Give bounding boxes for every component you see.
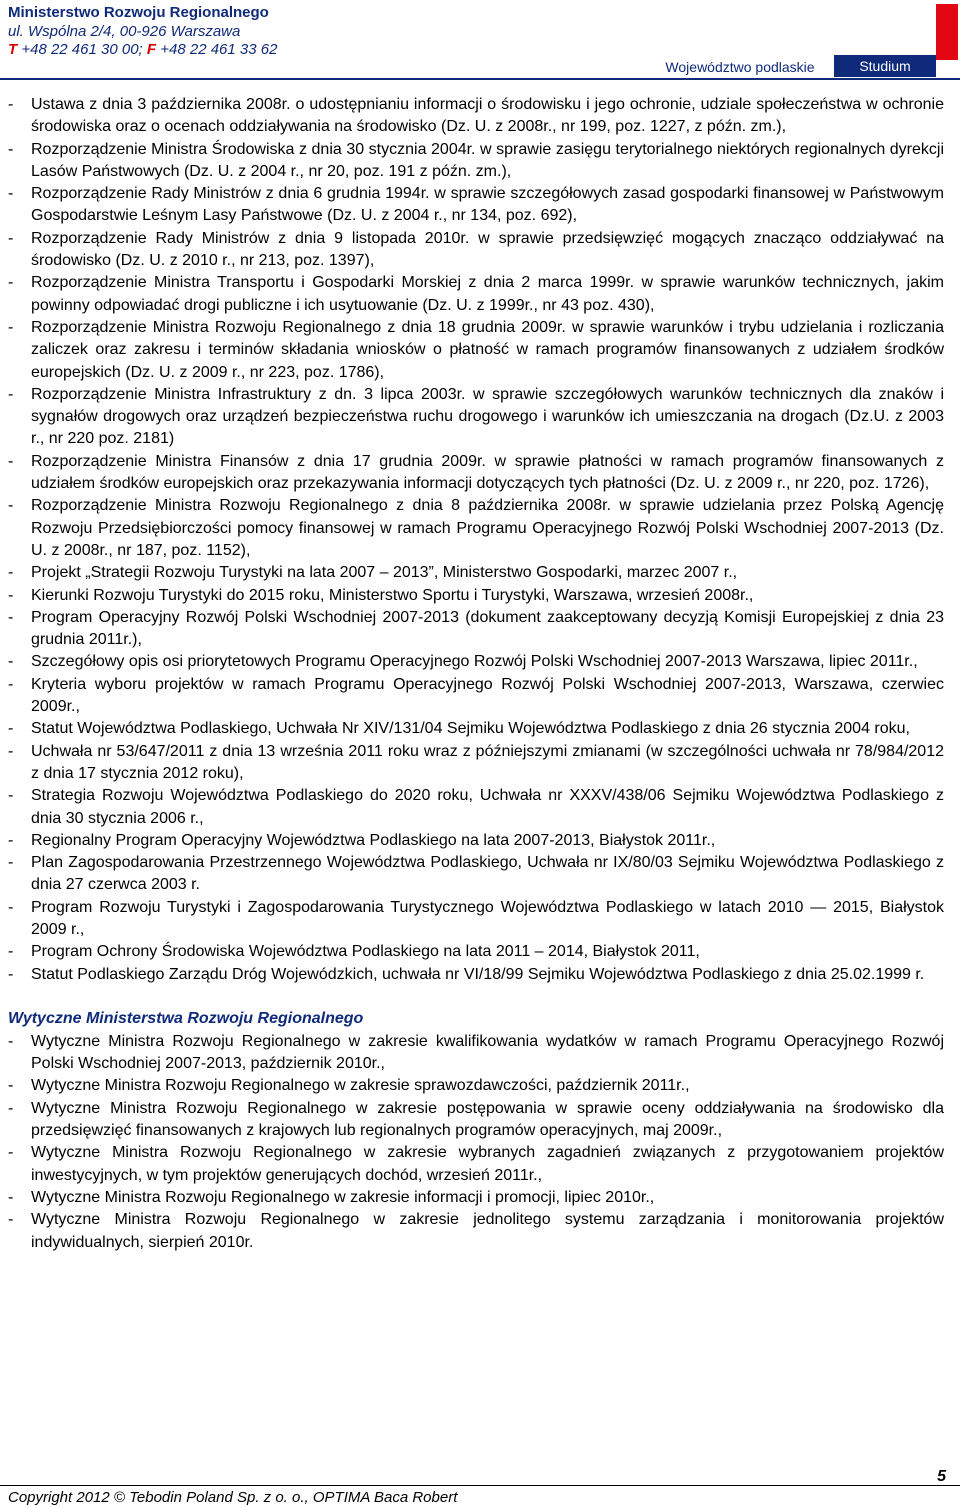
guidelines-list — [0, 1031, 960, 1254]
list-item — [0, 562, 960, 584]
list-bullet: - — [8, 1188, 14, 1206]
list-bullet: - — [8, 497, 14, 515]
phone-letter: T — [8, 41, 18, 58]
list-bullet: - — [8, 1099, 14, 1117]
list-item-text: Rozporządzenie Ministra Finansów z dnia 17 grudnia 2009r. w sprawie płatności w ramach programów finansowanych z udziałem środków europejskich oraz przekazywania informacji dotyczących tych płatności (Dz. U. z 2009 r., nr 220, poz. 1726), — [31, 452, 944, 493]
list-item-text: Rozporządzenie Ministra Rozwoju Regionalnego z dnia 18 grudnia 2009r. w sprawie warunków i trybu udzielania i rozliczania zaliczek oraz zakresu i terminów składania wniosków o płatność w ramach programów finansowanych z udziałem środków europejskich (Dz. U. z 2009 r., nr 223, poz. 1786), — [31, 318, 944, 381]
list-item — [0, 451, 960, 496]
list-item-text: Statut Województwa Podlaskiego, Uchwała Nr XIV/131/04 Sejmiku Województwa Podlaskiego z dnia 26 stycznia 2004 roku, — [31, 720, 910, 738]
list-item-text: Projekt „Strategii Rozwoju Turystyki na lata 2007 – 2013”, Ministerstwo Gospodarki, marzec 2007 r., — [31, 564, 738, 582]
header-stage-badge: Studium — [834, 55, 936, 77]
list-bullet: - — [8, 831, 14, 849]
list-bullet: - — [8, 385, 14, 403]
list-item — [0, 607, 960, 652]
document-body — [0, 94, 960, 1254]
list-item-text: Kryteria wyboru projektów w ramach Programu Operacyjnego Rozwój Polski Wschodniej 2007-2013, Warszawa, czerwiec 2009r., — [31, 675, 944, 716]
header-divider — [0, 78, 960, 80]
list-item — [0, 228, 960, 273]
list-item — [0, 94, 960, 139]
list-item-text: Program Rozwoju Turystyki i Zagospodarowania Turystycznego Województwa Podlaskiego w latach 2010 — 2015, Białystok 2009 r., — [31, 898, 944, 938]
list-item-text: Rozporządzenie Ministra Infrastruktury z dn. 3 lipca 2003r. w sprawie szczegółowych warunków technicznych dla znaków i sygnałów drogowych oraz urządzeń bezpieczeństwa ruchu drogowego i warunków ich umieszczania na drogach (Dz.U. z 2003 r., nr 220 poz. 2181) — [31, 385, 944, 448]
list-item-text: Strategia Rozwoju Województwa Podlaskiego do 2020 roku, Uchwała nr XXXV/438/06 Sejmiku Województwa Podlaskiego z dnia 30 stycznia 2006 r., — [31, 787, 944, 827]
list-bullet: - — [8, 452, 14, 470]
section-title: Wytyczne Ministerstwa Rozwoju Regionalnego — [8, 1009, 364, 1027]
list-item-text: Rozporządzenie Rady Ministrów z dnia 9 listopada 2010r. w sprawie przedsięwzięć mogących znacząco oddziaływać na środowisko (Dz. U. z 2010 r., nr 213, poz. 1397), — [31, 229, 944, 270]
list-bullet: - — [8, 1211, 14, 1229]
header-fax: +48 22 461 33 62 — [160, 41, 278, 58]
list-item-text: Kierunki Rozwoju Turystyki do 2015 roku, Ministerstwo Sportu i Turystyki, Warszawa, wrzesień 2008r., — [31, 586, 754, 604]
list-item-text: Wytyczne Ministra Rozwoju Regionalnego w zakresie jednolitego systemu zarządzania i monitorowania projektów indywidualnych, sierpień 2010r. — [31, 1211, 944, 1251]
list-item — [0, 1098, 960, 1143]
list-item-text: Ustawa z dnia 3 października 2008r. o udostępnianiu informacji o środowisku i jego ochronie, udziale społeczeństwa w ochronie środowiska oraz o ocenach oddziaływania na środowisko (Dz. U. z 2008r., nr 199, poz. 1227, z późn. zm.), — [31, 96, 944, 136]
list-item-text: Regionalny Program Operacyjny Województwa Podlaskiego na lata 2007-2013, Białystok 2011r., — [31, 831, 716, 849]
list-bullet: - — [8, 140, 14, 158]
list-item — [0, 1142, 960, 1187]
list-item-text: Wytyczne Ministra Rozwoju Regionalnego w zakresie informacji i promocji, lipiec 2010r., — [31, 1188, 655, 1206]
list-bullet: - — [8, 653, 14, 671]
list-item — [0, 941, 960, 963]
list-bullet: - — [8, 586, 14, 604]
list-item-text: Rozporządzenie Ministra Transportu i Gospodarki Morskiej z dnia 2 marca 1999r. w sprawie warunków technicznych, jakim powinny odpowiadać drogi publiczne i ich usytuowanie (Dz. U. z 1999r., nr 43 poz. 430), — [31, 274, 944, 314]
list-item — [0, 272, 960, 317]
list-item — [0, 964, 960, 986]
legal-acts-list — [0, 94, 960, 986]
list-bullet: - — [8, 1032, 14, 1050]
footer-divider — [0, 1485, 960, 1486]
list-item — [0, 384, 960, 451]
list-bullet: - — [8, 229, 14, 247]
list-bullet: - — [8, 720, 14, 738]
list-item — [0, 139, 960, 184]
list-item — [0, 1187, 960, 1209]
page-number: 5 — [937, 1468, 946, 1485]
footer-copyright: Copyright 2012 © Tebodin Poland Sp. z o. o., OPTIMA Baca Robert — [8, 1489, 458, 1506]
list-item-text: Statut Podlaskiego Zarządu Dróg Wojewódzkich, uchwała nr VI/18/99 Sejmiku Województwa Podlaskiego z dnia 25.02.1999 r. — [31, 965, 925, 983]
list-bullet: - — [8, 898, 14, 916]
list-bullet: - — [8, 854, 14, 872]
list-item-text: Rozporządzenie Rady Ministrów z dnia 6 grudnia 1994r. w sprawie szczegółowych zasad gospodarki finansowej w Państwowym Gospodarstwie Leśnym Lasy Państwowe (Dz. U. z 2004 r., nr 134, poz. 692), — [31, 185, 944, 225]
list-item — [0, 718, 960, 740]
list-item-text: Plan Zagospodarowania Przestrzennego Województwa Podlaskiego, Uchwała nr IX/80/03 Sejmiku Województwa Podlaskiego z dnia 27 czerwca 2003 r. — [31, 854, 944, 894]
list-item — [0, 785, 960, 830]
list-item — [0, 852, 960, 897]
header-org-name: Ministerstwo Rozwoju Regionalnego — [8, 4, 269, 21]
list-item-text: Rozporządzenie Ministra Rozwoju Regionalnego z dnia 8 października 2008r. w sprawie udzielania przez Polską Agencję Rozwoju Przedsiębiorczości pomocy finansowej w ramach Programu Operacyjnego Rozwój Polski Wschodniej 2007-2013 (Dz. U. z 2008r., nr 187, poz. 1152), — [31, 497, 944, 559]
list-item — [0, 1209, 960, 1254]
fax-letter: F — [146, 41, 157, 58]
header-contact — [8, 40, 277, 59]
list-item — [0, 1031, 960, 1076]
list-bullet: - — [8, 96, 14, 113]
list-bullet: - — [8, 608, 14, 626]
list-item — [0, 495, 960, 562]
list-item — [0, 1075, 960, 1097]
list-bullet: - — [8, 965, 14, 983]
page-header — [0, 0, 960, 80]
list-item-text: Wytyczne Ministra Rozwoju Regionalnego w zakresie postępowania w sprawie oceny oddziaływania na środowisko dla przedsięwzięć finansowanych z krajowych lub regionalnych programów operacyjnych, maj 2009r., — [31, 1099, 944, 1140]
list-item — [0, 585, 960, 607]
list-bullet: - — [8, 943, 14, 961]
list-bullet: - — [8, 1077, 14, 1095]
list-bullet: - — [8, 274, 14, 292]
header-phone: +48 22 461 30 00; — [21, 41, 143, 58]
list-bullet: - — [8, 1144, 14, 1162]
list-bullet: - — [8, 742, 14, 760]
list-item — [0, 674, 960, 719]
header-address: ul. Wspólna 2/4, 00-926 Warszawa — [8, 23, 241, 40]
list-item — [0, 317, 960, 384]
list-item-text: Rozporządzenie Ministra Środowiska z dnia 30 stycznia 2004r. w sprawie zasięgu terytorialnego niektórych regionalnych dyrekcji Lasów Państwowych (Dz. U. z 2004 r., nr 20, poz. 191 z późn. zm.), — [31, 140, 944, 180]
list-item-text: Wytyczne Ministra Rozwoju Regionalnego w zakresie wybranych zagadnień związanych z przygotowaniem projektów inwestycyjnych, w tym projektów generujących dochód, wrzesień 2011r., — [31, 1144, 944, 1184]
list-item — [0, 741, 960, 786]
list-item — [0, 651, 960, 673]
list-item-text: Program Ochrony Środowiska Województwa Podlaskiego na lata 2011 – 2014, Białystok 2011, — [31, 943, 700, 961]
header-region: Województwo podlaskie — [665, 59, 815, 75]
list-item-text: Wytyczne Ministra Rozwoju Regionalnego w zakresie sprawozdawczości, październik 2011r., — [31, 1077, 690, 1095]
list-bullet: - — [8, 185, 14, 203]
list-bullet: - — [8, 564, 14, 582]
list-bullet: - — [8, 318, 14, 336]
list-item — [0, 830, 960, 852]
list-item — [0, 183, 960, 228]
brand-red-bar — [936, 4, 958, 60]
list-item-text: Wytyczne Ministra Rozwoju Regionalnego w zakresie kwalifikowania wydatków w ramach Programu Operacyjnego Rozwój Polski Wschodniej 2007-2013, październik 2010r., — [31, 1032, 944, 1073]
list-bullet: - — [8, 787, 14, 805]
list-item-text: Program Operacyjny Rozwój Polski Wschodniej 2007-2013 (dokument zaakceptowany decyzją Komisji Europejskiej z dnia 23 grudnia 2011r.), — [31, 608, 944, 649]
list-item — [0, 897, 960, 942]
list-item-text: Szczegółowy opis osi priorytetowych Programu Operacyjnego Rozwój Polski Wschodniej 2007-2013 Warszawa, lipiec 2011r., — [31, 653, 918, 671]
list-bullet: - — [8, 675, 14, 693]
list-item-text: Uchwała nr 53/647/2011 z dnia 13 września 2011 roku wraz z późniejszymi zmianami (w szczególności uchwała nr 78/984/2012 z dnia 17 stycznia 2012 roku), — [31, 742, 944, 782]
